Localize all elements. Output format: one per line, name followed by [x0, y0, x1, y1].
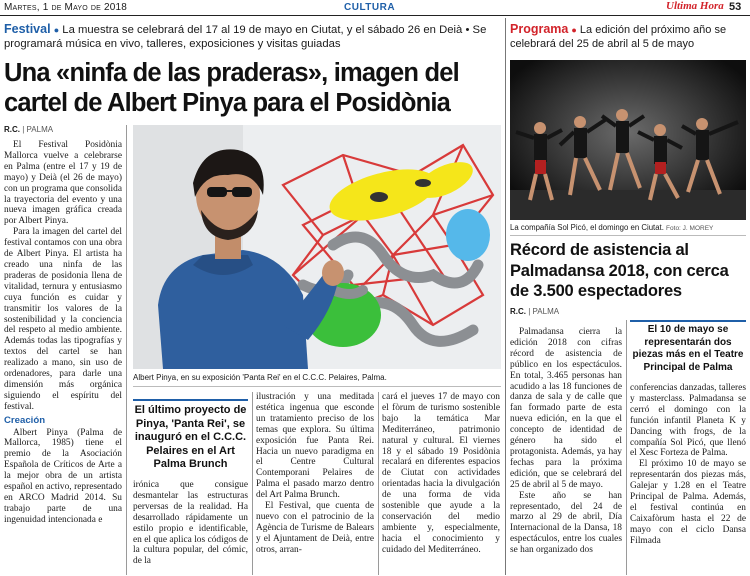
right-col1 [510, 327, 622, 556]
left-byline: R.C. | PALMA [4, 125, 54, 134]
byline-author: R.C. [4, 125, 20, 134]
column-rule [126, 125, 127, 575]
issue-date: Martes, 1 de Mayo de 2018 [4, 2, 128, 13]
left-col1 [4, 140, 122, 526]
pullquote-rule [133, 399, 248, 401]
kicker-bullet-icon: ● [571, 25, 577, 35]
artist-photo [133, 125, 501, 369]
paragraph: irónica que consigue desmantelar las estructuras perversas de la realidad. Ha desarrollado rápidamente un estilo propio e identificable, en el que aplica los códigos de la cultura popular, del cómic, de la [133, 480, 248, 567]
dance-photo [510, 60, 746, 220]
left-col4 [382, 392, 500, 556]
kicker-label: Festival [4, 22, 51, 36]
caption-text: La compañía Sol Picó, el domingo en Ciutat. [510, 223, 664, 232]
kicker-text: La edición del próximo año se celebrará del 25 de abril al 5 de mayo [510, 24, 727, 50]
right-photo-caption [510, 223, 746, 232]
left-col2 [133, 480, 248, 567]
right-headline: Récord de asistencia al Palmadansa 2018, con cerca de 3.500 espectadores [510, 241, 729, 300]
left-col3 [256, 392, 374, 556]
right-pullquote: El 10 de mayo se representarán dos piezas más en el Teatre Principal de Palma [632, 324, 744, 373]
paragraph: ilustración y una meditada estética ingenua que esconde un tratamiento preciso de los temas que explora. Su última exposición fue Panta Rei. Hacia un nuevo paradigma en el Centre Cultural Contemporani Pelaires de Palma el pasado marzo dentro del Art Palma Brunch. [256, 392, 374, 501]
pullquote-rule [630, 320, 746, 322]
subhead-creacion: Creación [4, 414, 46, 426]
paragraph: Este año se han representado, del 24 de marzo al 29 de abril, Día Internacional de la Dansa, 18 espectáculos, entre los cuales se han organizado dos [510, 490, 622, 556]
page-number: 53 [729, 1, 742, 13]
section-title: CULTURA [344, 2, 396, 13]
column-rule [252, 392, 253, 575]
right-kicker [510, 22, 746, 51]
paragraph: El Festival Posidònia Mallorca vuelve a celebrarse en Palma (entre el 17 y 19 de mayo) y Deià (el 26 de mayo) con un programa que consolida la trayectoria del evento y una nueva imagen gráfica creada por Albert Pinya. [4, 140, 122, 227]
photo-credit: Foto: J. MOREY [666, 225, 714, 232]
column-rule [378, 392, 379, 575]
kicker-bullet-icon: ● [53, 25, 60, 35]
paragraph: El próximo 10 de mayo se representarán dos piezas más, Galejar y 1.28 en el Teatre Principal de Palma. Además, el festival continúa en Caixafòrum hasta el 22 de mayo con el ciclo Dansa Filmada [630, 459, 746, 546]
artwork-illustration [133, 125, 501, 369]
newspaper-logo: Ultima Hora [666, 0, 724, 12]
paragraph: cará el jueves 17 de mayo con el fòrum de turismo sostenible bajo la temática Mar Mediterráneo, patrimonio natural y cultural. El viernes 18 y el sábado 19 Posidònia recalará en diferentes espacios de Ciutat con actividades orientadas hacia la divulgación de una forma de vida sostenible que ayude a la conservación del medio ambiente y, especialmente, hacia el conocimiento y cuidado del Mediterráneo. [382, 392, 500, 555]
left-kicker [4, 22, 500, 51]
caption-rule [510, 235, 746, 236]
right-byline: R.C. | PALMA [510, 307, 560, 316]
dancers-image [510, 60, 746, 220]
paragraph: Palmadansa cierra la edición 2018 con cifras récord de asistencia de público en los espectáculos. En total, 3.465 personas han acudido a las 18 funciones de danza de sala y de calle que fan formado parte de esta nueva edición, en la que el concepto de identidad de género ha sido el protagonista. Además, ya hay fechas para la próxima edición, que se celebrará del 25 de abril al 5 de mayo. [510, 327, 622, 490]
left-headline: Una «ninfa de las praderas», imagen del cartel de Albert Pinya para el Posidònia [4, 59, 459, 117]
byline-place: PALMA [532, 307, 560, 316]
column-rule [626, 320, 627, 575]
paragraph: conferencias danzadas, talleres y masterclass. Palmadansa se cerró el domingo con la función infantil Planeta K y Dancing with frogs, de la compañía Sol Picó, que llenó el Xesc Forteza de Palma. [630, 383, 746, 459]
paragraph: Para la imagen del cartel del festival contamos con una obra de Albert Pinya. El artista ha creado una ninfa de las praderas de posidonia llena de vitalidad, ternura y entusiasmo cuya función es cuidar y transmitir los valores de la sostenibilidad y la conciencia del respeto al medio ambiente. Además todas las tipografías y textos del cartel se han realizado a mano, sin uso de ordenadores, para darle una dimensión más orgánica siguiendo el espíritu del festival. [4, 227, 122, 412]
right-col2 [630, 383, 746, 547]
caption-rule [133, 386, 501, 387]
left-pullquote: El último proyecto de Pinya, 'Panta Rei', se inauguró en el C.C.C. Pelaires en el Art Palma Brunch [134, 404, 247, 470]
article-divider [505, 18, 506, 575]
header-rule [0, 15, 750, 16]
kicker-label: Programa [510, 22, 569, 36]
byline-author: R.C. [510, 307, 526, 316]
byline-place: PALMA [26, 125, 54, 134]
paragraph: Albert Pinya (Palma de Mallorca, 1985) tiene el premio de la Asociación Española de Críticos de Arte a la mejor obra de un artista español en activo, representado en ARCO Madrid 2014. Su trabajo parte de una ingenuidad intencionada e [4, 427, 122, 525]
kicker-text: La muestra se celebrará del 17 al 19 de mayo en Ciutat, y el sábado 26 en Deià • Se programará música en vivo, talleres, exposiciones y visitas guiadas [4, 24, 487, 50]
left-photo-caption: Albert Pinya, en su exposición 'Panta Rei' en el C.C.C. Pelaires, Palma. [133, 373, 387, 382]
paragraph: El Festival, que cuenta de nuevo con el patrocinio de la Agència de Turisme de Balears y el Ajuntament de Deià, entre otros, arran- [256, 501, 374, 555]
